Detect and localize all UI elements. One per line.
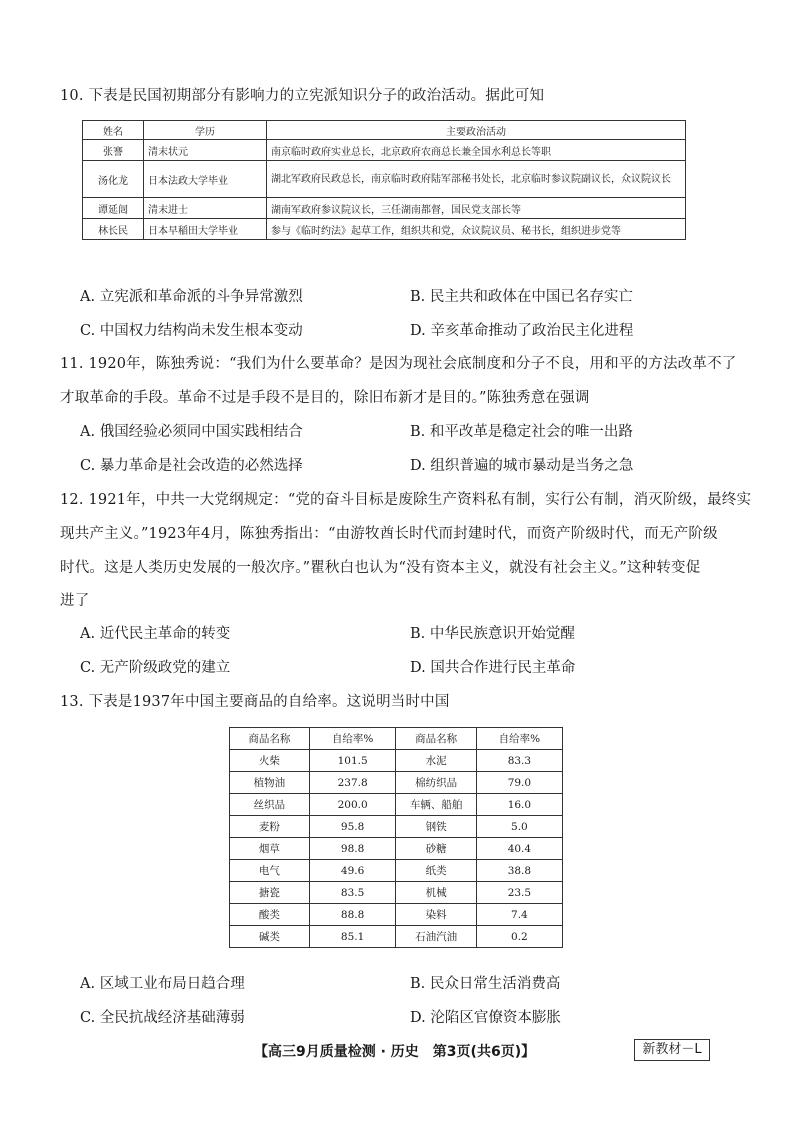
- table-header-cell: 自给率%: [476, 728, 562, 750]
- table-cell: 石油汽油: [396, 926, 476, 948]
- q10-option-d: D. 辛亥革命推动了政治民主化进程: [410, 323, 634, 339]
- table-cell: 清末进士: [144, 198, 267, 219]
- q13-option-c: C. 全民抗战经济基础薄弱: [80, 1010, 245, 1026]
- table-cell: 参与《临时约法》起草工作，组织共和党，众议院议员、秘书长，组织进步党等: [267, 219, 686, 240]
- table-cell: 水泥: [396, 750, 476, 772]
- table-cell: 碱类: [230, 926, 310, 948]
- q12-option-d: D. 国共合作进行民主革命: [410, 660, 576, 676]
- table-cell: 0.2: [476, 926, 562, 948]
- q12-stem-line: 进了: [60, 593, 90, 609]
- table-row: [230, 904, 563, 926]
- q12-stem-line: 12. 1921年，中共一大党纲规定：“党的奋斗目标是废除生产资料私有制，实行公有制，消灭阶级，最终实: [60, 492, 752, 508]
- table-cell: 95.8: [309, 816, 396, 838]
- table-cell: 纸类: [396, 860, 476, 882]
- table-cell: 237.8: [309, 772, 396, 794]
- table-cell: 清末状元: [144, 140, 267, 161]
- table-cell: 7.4: [476, 904, 562, 926]
- table-header-cell: 主要政治活动: [267, 121, 686, 140]
- table-cell: 张謇: [83, 140, 144, 161]
- table-cell: 79.0: [476, 772, 562, 794]
- table-cell: 染料: [396, 904, 476, 926]
- table-header-cell: 商品名称: [396, 728, 476, 750]
- table-cell: 火柴: [230, 750, 310, 772]
- table-cell: 钢铁: [396, 816, 476, 838]
- q11-stem-line: 才取革命的手段。革命不过是手段不是目的，除旧布新才是目的。”陈独秀意在强调: [60, 390, 590, 406]
- table-cell: 酸类: [230, 904, 310, 926]
- table-cell: 38.8: [476, 860, 562, 882]
- table-cell: 丝织品: [230, 794, 310, 816]
- q11-option-d: D. 组织普遍的城市暴动是当务之急: [410, 458, 634, 474]
- q13-option-d: D. 沦陷区官僚资本膨胀: [410, 1010, 561, 1026]
- q10-table: [82, 120, 686, 240]
- q12-option-a: A. 近代民主革命的转变: [80, 626, 231, 642]
- table-row: [230, 860, 563, 882]
- q11-option-a: A. 俄国经验必须同中国实践相结合: [80, 424, 303, 440]
- table-header-cell: 商品名称: [230, 728, 310, 750]
- table-header-cell: 学历: [144, 121, 267, 140]
- table-header-cell: 姓名: [83, 121, 144, 140]
- q12-stem-line: 现共产主义。”1923年4月，陈独秀指出：“由游牧酋长时代而封建时代，而资产阶级时代，而无产阶级: [60, 526, 718, 542]
- table-cell: 车辆、船舶: [396, 794, 476, 816]
- table-header-cell: 自给率%: [309, 728, 396, 750]
- table-row: [230, 882, 563, 904]
- table-row: [230, 772, 563, 794]
- table-cell: 83.5: [309, 882, 396, 904]
- q12-option-c: C. 无产阶级政党的建立: [80, 660, 231, 676]
- table-header-row: [83, 121, 686, 140]
- table-cell: 日本法政大学毕业: [144, 161, 267, 198]
- table-cell: 85.1: [309, 926, 396, 948]
- table-header-row: [230, 728, 563, 750]
- q13-option-b: B. 民众日常生活消费高: [410, 976, 561, 992]
- table-cell: 麦粉: [230, 816, 310, 838]
- table-cell: 200.0: [309, 794, 396, 816]
- edition-badge: 新教材－L: [634, 1039, 710, 1061]
- table-cell: 88.8: [309, 904, 396, 926]
- table-row: [83, 140, 686, 161]
- table-cell: 烟草: [230, 838, 310, 860]
- table-cell: 植物油: [230, 772, 310, 794]
- table-cell: 汤化龙: [83, 161, 144, 198]
- table-cell: 电气: [230, 860, 310, 882]
- table-row: [83, 219, 686, 240]
- q10-option-c: C. 中国权力结构尚未发生根本变动: [80, 323, 303, 339]
- q13-option-a: A. 区域工业布局日趋合理: [80, 976, 245, 992]
- table-cell: 棉纺织品: [396, 772, 476, 794]
- table-row: [83, 198, 686, 219]
- table-cell: 98.8: [309, 838, 396, 860]
- table-cell: 16.0: [476, 794, 562, 816]
- table-cell: 南京临时政府实业总长，北京政府农商总长兼全国水利总长等职: [267, 140, 686, 161]
- table-cell: 湖北军政府民政总长，南京临时政府陆军部秘书处长，北京临时参议院副议长，众议院议长: [267, 161, 686, 198]
- table-cell: 101.5: [309, 750, 396, 772]
- q10-option-a: A. 立宪派和革命派的斗争异常激烈: [80, 289, 303, 305]
- table-cell: 49.6: [309, 860, 396, 882]
- table-row: [230, 816, 563, 838]
- q13-table: [229, 727, 563, 948]
- q12-stem-line: 时代。这是人类历史发展的一般次序。”瞿秋白也认为“没有资本主义，就没有社会主义。”这种转变促: [60, 560, 701, 576]
- table-row: [230, 794, 563, 816]
- table-cell: 5.0: [476, 816, 562, 838]
- q11-option-b: B. 和平改革是稳定社会的唯一出路: [410, 424, 633, 440]
- q12-option-b: B. 中华民族意识开始觉醒: [410, 626, 575, 642]
- table-cell: 23.5: [476, 882, 562, 904]
- table-cell: 机械: [396, 882, 476, 904]
- q10-stem: 10. 下表是民国初期部分有影响力的立宪派知识分子的政治活动。据此可知: [60, 88, 545, 104]
- table-row: [83, 161, 686, 198]
- q11-option-c: C. 暴力革命是社会改造的必然选择: [80, 458, 303, 474]
- q11-stem-line: 11. 1920年，陈独秀说：“我们为什么要革命？是因为现社会底制度和分子不良，用和平的方法改革不了: [60, 356, 737, 372]
- q10-option-b: B. 民主共和政体在中国已名存实亡: [410, 289, 633, 305]
- table-cell: 林长民: [83, 219, 144, 240]
- table-cell: 40.4: [476, 838, 562, 860]
- table-row: [230, 926, 563, 948]
- table-cell: 砂糖: [396, 838, 476, 860]
- page-footer: 【高三9月质量检测 · 历史 第3页(共6页)】: [254, 1044, 536, 1060]
- table-row: [230, 750, 563, 772]
- table-cell: 搪瓷: [230, 882, 310, 904]
- table-cell: 日本早稲田大学毕业: [144, 219, 267, 240]
- table-cell: 湖南军政府参议院议长，三任湖南都督，国民党支部长等: [267, 198, 686, 219]
- table-row: [230, 838, 563, 860]
- q13-stem: 13. 下表是1937年中国主要商品的自给率。这说明当时中国: [60, 694, 450, 710]
- table-cell: 83.3: [476, 750, 562, 772]
- table-cell: 谭延闿: [83, 198, 144, 219]
